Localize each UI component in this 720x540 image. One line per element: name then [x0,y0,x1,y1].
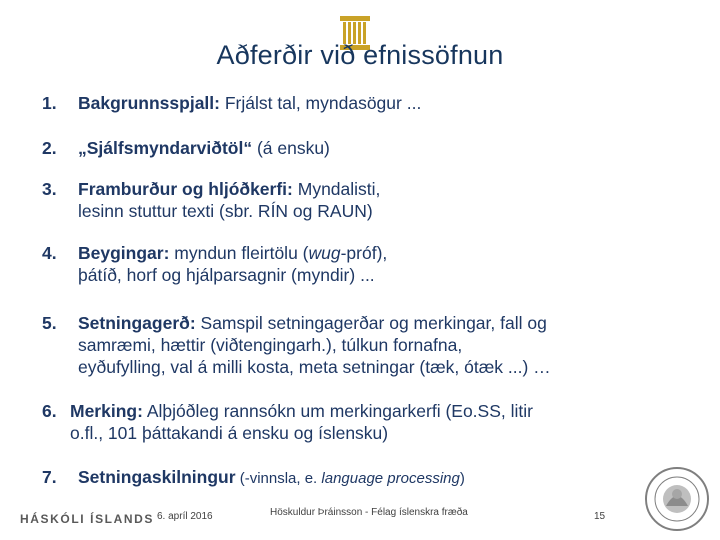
item-number: 2. [42,138,57,158]
item-number: 5. [42,313,57,333]
item-text: Alþjóðleg rannsókn um merkingarkerfi (Eo.SS, litir [142,401,533,421]
item-keyword: Merking: [70,401,143,421]
item-text: (-vinnsla, e. [235,470,322,487]
item-text: Samspil setningagerðar og merkingar, fall og [195,313,547,333]
item-keyword: Beygingar: [78,243,170,263]
item-text-italic: language processing [321,470,460,487]
item-text: lesinn stuttur texti (sbr. RÍN og RAUN) [78,201,373,221]
item-text: Frjálst tal, myndasögur ... [219,93,422,113]
university-seal-icon [644,466,710,532]
item-text: Myndalisti, [292,179,381,199]
footer-date: 6. apríl 2016 [157,511,213,522]
item-text: þátíð, horf og hjálparsagnir (myndir) ... [78,265,375,285]
item-number: 6. [42,401,57,421]
item-number: 4. [42,243,57,263]
item-text: samræmi, hættir (viðtengingarh.), túlkun fornafna, [78,335,463,355]
item-keyword: Framburður og hljóðkerfi: [78,179,293,199]
footer-author: Höskuldur Þráinsson - Félag íslenskra fræða [270,507,468,518]
item-keyword: Setningaskilningur [78,467,236,487]
page-number: 15 [594,511,606,522]
item-keyword: „Sjálfsmyndarviðtöl“ [78,138,253,158]
item-text: (á ensku) [252,138,330,158]
item-text: myndun fleirtölu ( [169,243,309,263]
item-text: ) [459,470,465,487]
item-keyword: Setningagerð: [78,313,196,333]
item-text: -próf), [340,243,388,263]
item-text: eyðufylling, val á milli kosta, meta setningar (tæk, ótæk ...) … [78,357,551,377]
item-number: 3. [42,179,57,199]
university-name: HÁSKÓLI ÍSLANDS [20,512,155,526]
item-keyword: Bakgrunnsspjall: [78,93,220,113]
item-number: 7. [42,467,57,487]
item-text-italic: wug [308,243,341,263]
item-text: o.fl., 101 þáttakandi á ensku og íslensku) [70,423,389,443]
slide-title: Aðferðir við efnissöfnun [216,40,504,70]
item-number: 1. [42,93,57,113]
